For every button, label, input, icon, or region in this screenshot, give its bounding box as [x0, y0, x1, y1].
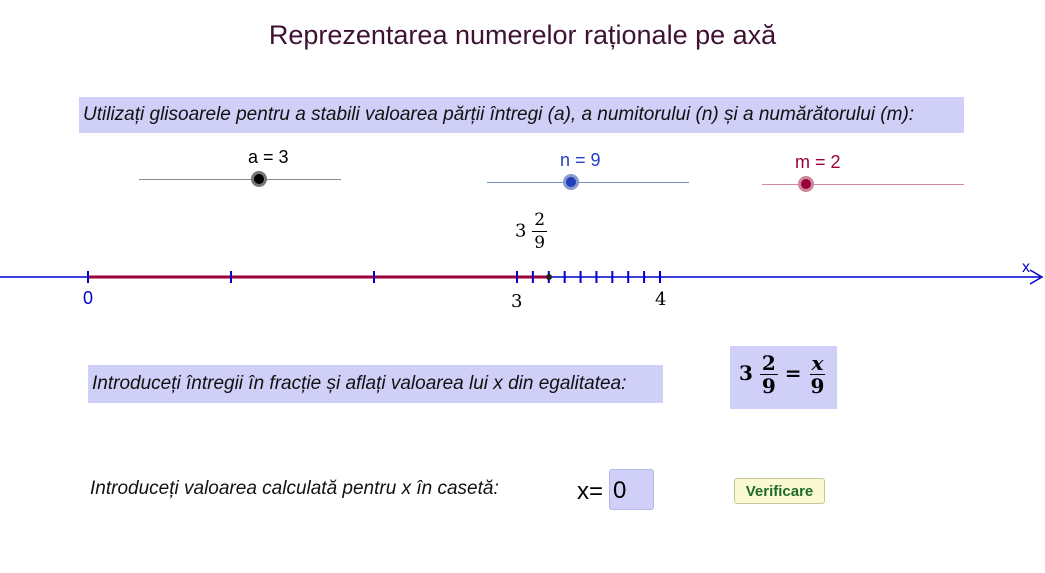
eq-whole: 3	[739, 361, 753, 385]
point-label	[515, 209, 547, 254]
eq-numerator: 2	[761, 351, 776, 375]
point-marker	[546, 274, 552, 280]
eq-rhs-numerator: x	[811, 351, 824, 375]
answer-input[interactable]: 0	[609, 469, 654, 510]
slider-m-track[interactable]	[762, 184, 964, 185]
page-title: Reprezentarea numerelor raționale pe axă	[268, 20, 777, 50]
verify-button[interactable]: Verificare	[734, 478, 825, 504]
input-instructions: Introduceți valoarea calculată pentru x în casetă:	[90, 478, 499, 499]
slider-instructions: Utilizați glisoarele pentru a stabili valoarea părții întregi (a), a numitorului (n) și a numărătorului (m):	[79, 97, 964, 133]
eq-equals: =	[784, 361, 802, 385]
point-whole: 3	[515, 220, 527, 242]
slider-n-handle[interactable]	[563, 174, 579, 190]
tick-label-3: 3	[511, 291, 523, 312]
eq-denominator: 9	[761, 374, 776, 398]
slider-a-handle[interactable]	[251, 171, 267, 187]
eq-rhs-denominator: 9	[810, 374, 825, 398]
equation-box	[730, 346, 837, 409]
slider-m-label: m = 2	[795, 152, 841, 172]
point-denominator: 9	[534, 233, 546, 253]
answer-label: x=	[577, 478, 604, 505]
point-numerator: 2	[534, 210, 546, 230]
slider-n-track[interactable]	[487, 182, 689, 183]
axis-label-x: x	[1022, 259, 1030, 276]
slider-n-label: n = 9	[560, 150, 601, 170]
equation-instructions: Introduceți întregii în fracție și aflați valoarea lui x din egalitatea:	[88, 365, 663, 403]
tick-label-0: 0	[83, 288, 94, 308]
slider-a-track[interactable]	[139, 179, 341, 180]
slider-m-handle[interactable]	[798, 176, 814, 192]
slider-a-label: a = 3	[248, 147, 289, 167]
tick-label-4: 4	[655, 289, 667, 310]
